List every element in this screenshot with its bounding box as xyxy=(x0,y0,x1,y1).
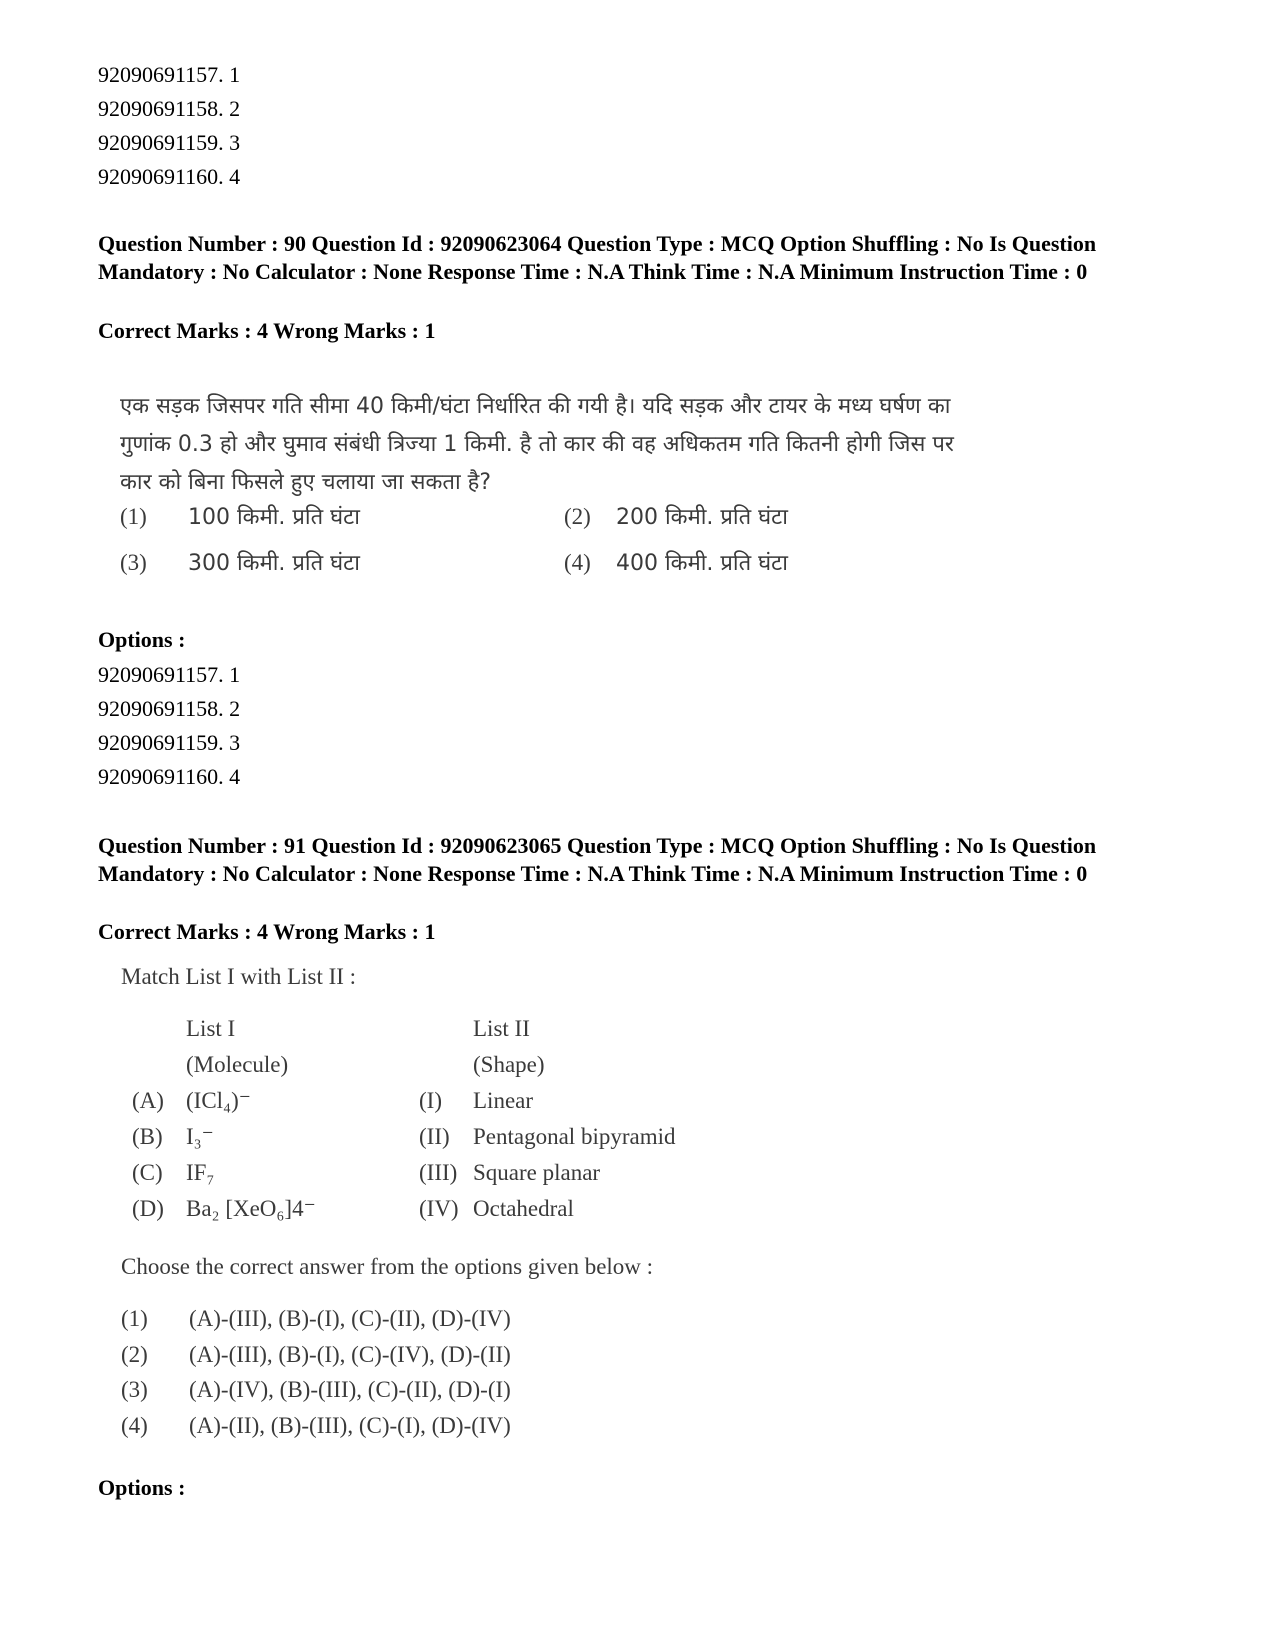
option-line: 92090691160. 4 xyxy=(98,164,241,189)
list2-title: List II xyxy=(473,1016,530,1041)
list1-subtitle: (Molecule) xyxy=(186,1052,289,1077)
q90-options-list xyxy=(98,658,240,794)
row-label: (C) xyxy=(132,1160,163,1185)
row-label: (A) xyxy=(132,1088,164,1113)
option-line: 92090691157. 1 xyxy=(98,62,241,87)
question-line: एक सड़क जिसपर गति सीमा 40 किमी/घंटा निर्धारित की गयी है। यदि सड़क और टायर के मध्य घर्षण का xyxy=(120,394,951,419)
choice-number: (3) xyxy=(120,550,147,575)
shape-label: (III) xyxy=(419,1160,458,1185)
list1-title: List I xyxy=(186,1016,236,1041)
q90-choice-2 xyxy=(564,502,788,533)
q91-answer-2 xyxy=(121,1340,511,1370)
row-label: (B) xyxy=(132,1124,163,1149)
question-line: कार को बिना फिसले हुए चलाया जा सकता है? xyxy=(120,470,492,495)
previous-options-list xyxy=(98,58,240,194)
row-label: (D) xyxy=(132,1196,164,1221)
list2-subtitle: (Shape) xyxy=(473,1052,545,1077)
question-line: गुणांक 0.3 हो और घुमाव संबंधी त्रिज्या 1 किमी. है तो कार की वह अधिकतम गति कितनी होगी जिस पर xyxy=(120,432,954,457)
choice-number: (1) xyxy=(120,504,147,529)
choice-text: 400 किमी. प्रति घंटा xyxy=(616,551,788,576)
q91-answer-1 xyxy=(121,1304,511,1334)
option-line: 92090691158. 2 xyxy=(98,96,241,121)
shape: Linear xyxy=(473,1088,534,1113)
q91-match-table xyxy=(132,1014,832,1254)
q91-choose-instruction: Choose the correct answer from the options given below : xyxy=(121,1254,654,1279)
q90-options-heading: Options : xyxy=(98,627,186,652)
molecule: I₃⁻ xyxy=(186,1124,214,1149)
q91-prompt: Match List I with List II : xyxy=(121,964,357,989)
answer-number: (2) xyxy=(121,1342,148,1367)
molecule: IF₇ xyxy=(186,1160,215,1185)
answer-text: (A)-(III), (B)-(I), (C)-(IV), (D)-(II) xyxy=(189,1342,511,1367)
q91-options-heading: Options : xyxy=(98,1475,186,1500)
q90-choice-4 xyxy=(564,548,788,579)
q91-meta: Question Number : 91 Question Id : 92090623065 Question Type : MCQ Option Shuffling : No Is Question Mandatory : No Calculator : None Response Time : N.A Think Time : N.A Minimum Instruction Time : 0 xyxy=(98,833,1097,886)
option-line: 92090691160. 4 xyxy=(98,764,241,789)
option-line: 92090691158. 2 xyxy=(98,696,241,721)
choice-text: 300 किमी. प्रति घंटा xyxy=(188,551,360,576)
choice-text: 200 किमी. प्रति घंटा xyxy=(616,505,788,530)
shape-label: (IV) xyxy=(419,1196,459,1221)
shape: Pentagonal bipyramid xyxy=(473,1124,676,1149)
molecule: (ICl₄)⁻ xyxy=(186,1088,251,1113)
option-line: 92090691157. 1 xyxy=(98,662,241,687)
option-line: 92090691159. 3 xyxy=(98,730,241,755)
answer-text: (A)-(III), (B)-(I), (C)-(II), (D)-(IV) xyxy=(189,1306,511,1331)
shape-label: (II) xyxy=(419,1124,450,1149)
answer-number: (4) xyxy=(121,1413,148,1438)
q91-marks: Correct Marks : 4 Wrong Marks : 1 xyxy=(98,919,436,944)
choice-text: 100 किमी. प्रति घंटा xyxy=(188,505,360,530)
q90-marks: Correct Marks : 4 Wrong Marks : 1 xyxy=(98,318,436,343)
answer-number: (3) xyxy=(121,1377,148,1402)
shape: Octahedral xyxy=(473,1196,574,1221)
q90-choice-1 xyxy=(120,502,360,533)
q90-meta: Question Number : 90 Question Id : 92090623064 Question Type : MCQ Option Shuffling : No Is Question Mandatory : No Calculator : None Response Time : N.A Think Time : N.A Minimum Instruction Time : 0 xyxy=(98,231,1097,284)
shape: Square planar xyxy=(473,1160,601,1185)
answer-text: (A)-(II), (B)-(III), (C)-(I), (D)-(IV) xyxy=(189,1413,511,1438)
q90-question-text xyxy=(120,388,1080,502)
choice-number: (2) xyxy=(564,504,591,529)
molecule: Ba₂ [XeO₆]4⁻ xyxy=(186,1196,316,1221)
shape-label: (I) xyxy=(419,1088,442,1113)
q90-choice-3 xyxy=(120,548,360,579)
answer-text: (A)-(IV), (B)-(III), (C)-(II), (D)-(I) xyxy=(189,1377,511,1402)
choice-number: (4) xyxy=(564,550,591,575)
q91-answer-4 xyxy=(121,1411,511,1441)
answer-number: (1) xyxy=(121,1306,148,1331)
option-line: 92090691159. 3 xyxy=(98,130,241,155)
q91-answer-3 xyxy=(121,1375,511,1405)
